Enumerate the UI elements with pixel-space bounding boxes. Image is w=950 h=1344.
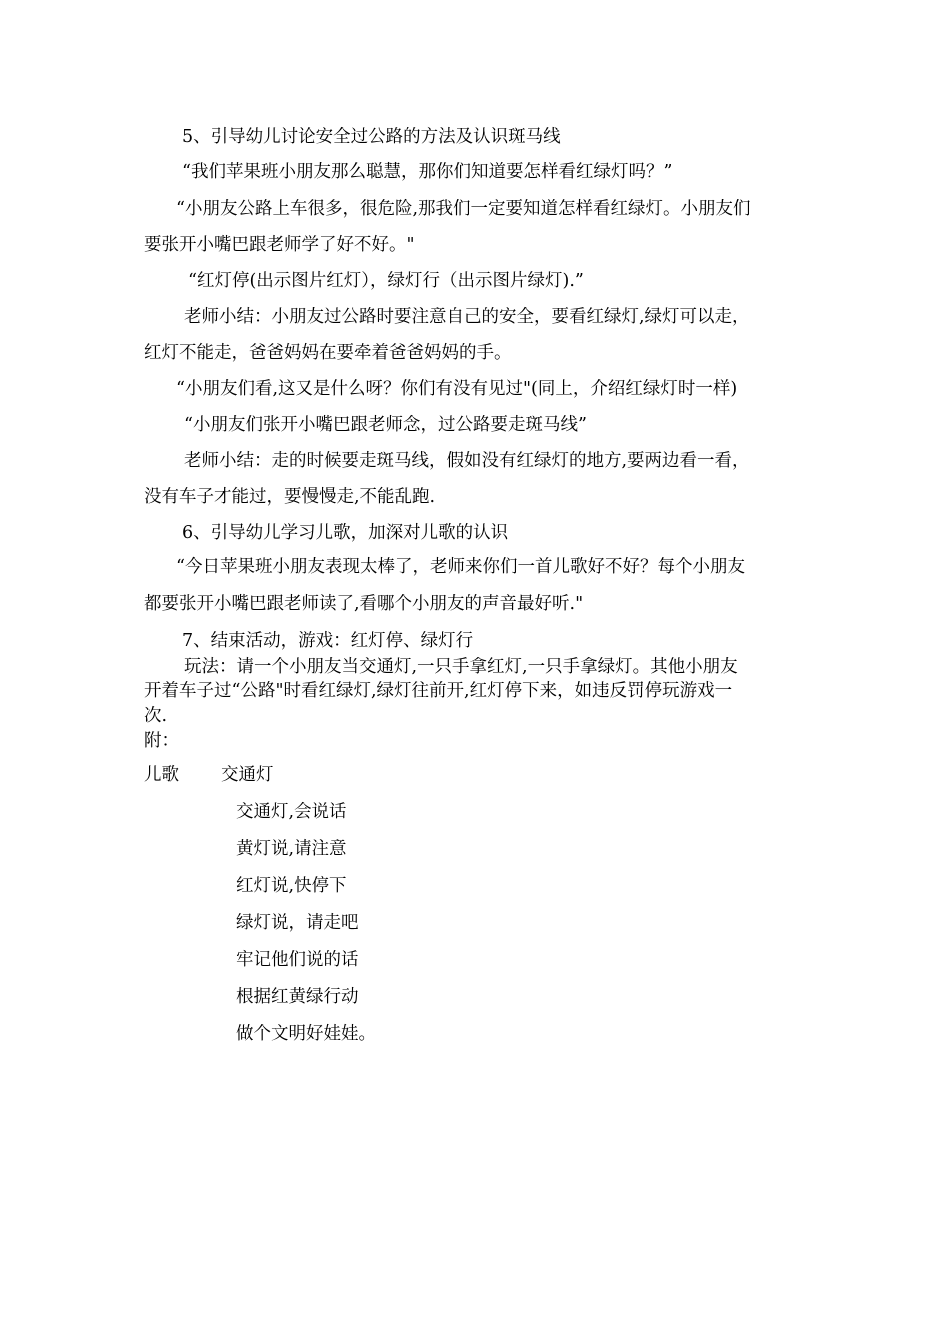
teacher-summary: 老师小结：小朋友过公路时要注意自己的安全，要看红绿灯,绿灯可以走， xyxy=(184,307,750,327)
song-line: 根据红黄绿行动 xyxy=(236,987,359,1007)
section-7-heading: 7、结束活动，游戏：红灯停、绿灯行 xyxy=(182,631,474,651)
section-6-heading: 6、引导幼儿学习儿歌，加深对儿歌的认识 xyxy=(182,523,509,543)
section-5-heading: 5、引导幼儿讨论安全过公路的方法及认识斑马线 xyxy=(182,127,561,147)
paragraph-line: “小朋友们张开小嘴巴跟老师念，过公路要走斑马线” xyxy=(184,415,587,435)
appendix-label: 附： xyxy=(144,731,179,751)
song-line: 交通灯,会说话 xyxy=(236,802,347,822)
paragraph-line: “小朋友公路上车很多，很危险,那我们一定要知道怎样看红绿灯。小朋友们 xyxy=(176,199,751,219)
song-label: 儿歌 xyxy=(144,765,179,785)
paragraph-line: “今日苹果班小朋友表现太棒了，老师来你们一首儿歌好不好？每个小朋友 xyxy=(176,557,745,577)
song-line: 黄灯说,请注意 xyxy=(236,839,347,859)
song-line: 牢记他们说的话 xyxy=(236,950,359,970)
paragraph-line: 要张开小嘴巴跟老师学了好不好。" xyxy=(144,235,415,255)
paragraph-line: 次. xyxy=(144,706,168,726)
paragraph-line: 开着车子过“公路"时看红绿灯,绿灯往前开,红灯停下来，如违反罚停玩游戏一 xyxy=(144,681,733,701)
game-rules: 玩法：请一个小朋友当交通灯,一只手拿红灯,一只手拿绿灯。其他小朋友 xyxy=(184,657,738,677)
paragraph-line: “红灯停(出示图片红灯），绿灯行（出示图片绿灯).” xyxy=(188,271,584,291)
paragraph-line: 都要张开小嘴巴跟老师读了,看哪个小朋友的声音最好听." xyxy=(144,594,584,614)
paragraph-line: 没有车子才能过，要慢慢走,不能乱跑. xyxy=(144,487,436,507)
paragraph-line: 红灯不能走，爸爸妈妈在要牵着爸爸妈妈的手。 xyxy=(144,343,512,363)
paragraph-line: “小朋友们看,这又是什么呀？你们有没有见过"(同上，介绍红绿灯时一样) xyxy=(176,379,738,399)
song-line: 做个文明好娃娃。 xyxy=(236,1024,376,1044)
song-line: 红灯说,快停下 xyxy=(236,876,347,896)
paragraph-line: “我们苹果班小朋友那么聪慧，那你们知道要怎样看红绿灯吗？” xyxy=(182,162,673,182)
song-title: 交通灯 xyxy=(221,765,274,785)
teacher-summary: 老师小结：走的时候要走斑马线，假如没有红绿灯的地方,要两边看一看， xyxy=(184,451,750,471)
song-line: 绿灯说，请走吧 xyxy=(236,913,359,933)
